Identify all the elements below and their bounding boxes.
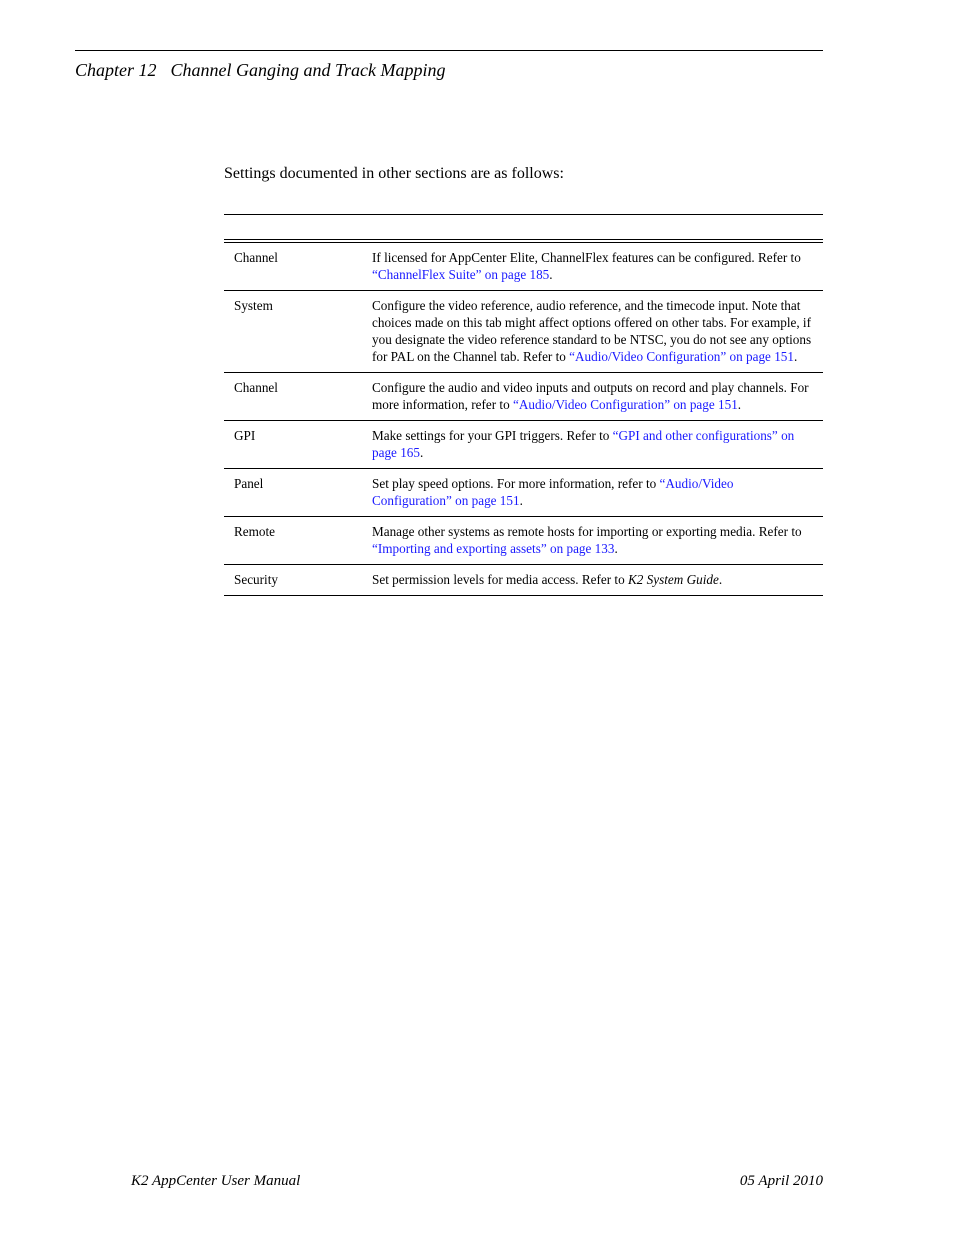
description-end: .: [718, 572, 723, 587]
table-row: [224, 291, 823, 373]
table-row: [224, 565, 823, 596]
tab-cell: Channel: [234, 380, 278, 395]
table-row: [224, 469, 823, 517]
description-cell: [372, 379, 823, 413]
description-cell: [372, 475, 823, 509]
cross-reference-link[interactable]: “Audio/Video Configuration” on page 151: [372, 476, 734, 508]
chapter-title: Channel Ganging and Track Mapping: [170, 60, 446, 80]
description-end: .: [614, 541, 618, 556]
description-end: .: [519, 493, 523, 508]
cross-reference-link[interactable]: “ChannelFlex Suite” on page 185: [372, 267, 550, 282]
cross-reference-link[interactable]: “Importing and exporting assets” on page 133: [372, 541, 615, 556]
description-cell: [372, 427, 823, 461]
tab-cell: Security: [234, 572, 278, 587]
description-text: If licensed for AppCenter Elite, ChannelFlex features can be configured. Refer to: [372, 250, 801, 265]
description-end: .: [419, 445, 424, 460]
table-row: [224, 517, 823, 565]
table-row: [224, 421, 823, 469]
description-end: .: [793, 349, 798, 364]
cross-reference-link[interactable]: “Audio/Video Configuration” on page 151: [569, 349, 794, 364]
description-cell: [372, 297, 823, 365]
description-text: Make settings for your GPI triggers. Refer to: [372, 428, 613, 443]
chapter-number: Chapter 12: [75, 60, 157, 80]
footer-date: 05 April 2010: [739, 1173, 823, 1189]
description-text: Set permission levels for media access. Refer to: [372, 572, 628, 587]
cross-reference-link[interactable]: “Audio/Video Configuration” on page 151: [512, 397, 738, 412]
tab-cell: Channel: [234, 250, 278, 265]
intro-text: Settings documented in other sections are as follows:: [224, 165, 564, 182]
description-cell: [372, 523, 823, 557]
table-row: [224, 373, 823, 421]
footer-manual-title: K2 AppCenter User Manual: [131, 1173, 301, 1189]
guide-title: K2 System Guide: [627, 572, 719, 587]
cross-reference-link[interactable]: “GPI and other configurations” on page 165: [372, 428, 795, 460]
description-text: Set play speed options. For more information, refer to: [372, 476, 660, 491]
description-end: .: [549, 267, 553, 282]
description-cell: [372, 571, 823, 588]
description-text: Configure the video reference, audio reference, and the timecode input. Note that choices made on this tab might affect options offered on other tabs. For example, if you designate the video reference standard to be NTSC, you do not see any options for PAL on the Channel tab. Refer to: [372, 298, 812, 364]
description-text: Configure the audio and video inputs and outputs on record and play channels. For more information, refer to: [372, 380, 809, 412]
tab-cell: Remote: [234, 524, 276, 539]
chapter-heading: [75, 60, 446, 81]
tab-cell: Panel: [234, 476, 264, 491]
table-row: [224, 243, 823, 291]
settings-table: [224, 214, 823, 596]
description-text: Manage other systems as remote hosts for importing or exporting media. Refer to: [372, 524, 802, 539]
description-end: .: [737, 397, 742, 412]
header-rule: [75, 50, 823, 51]
description-cell: [372, 249, 823, 283]
tab-cell: GPI: [234, 428, 256, 443]
table-top-rule: [224, 214, 823, 239]
tab-cell: System: [234, 298, 273, 313]
